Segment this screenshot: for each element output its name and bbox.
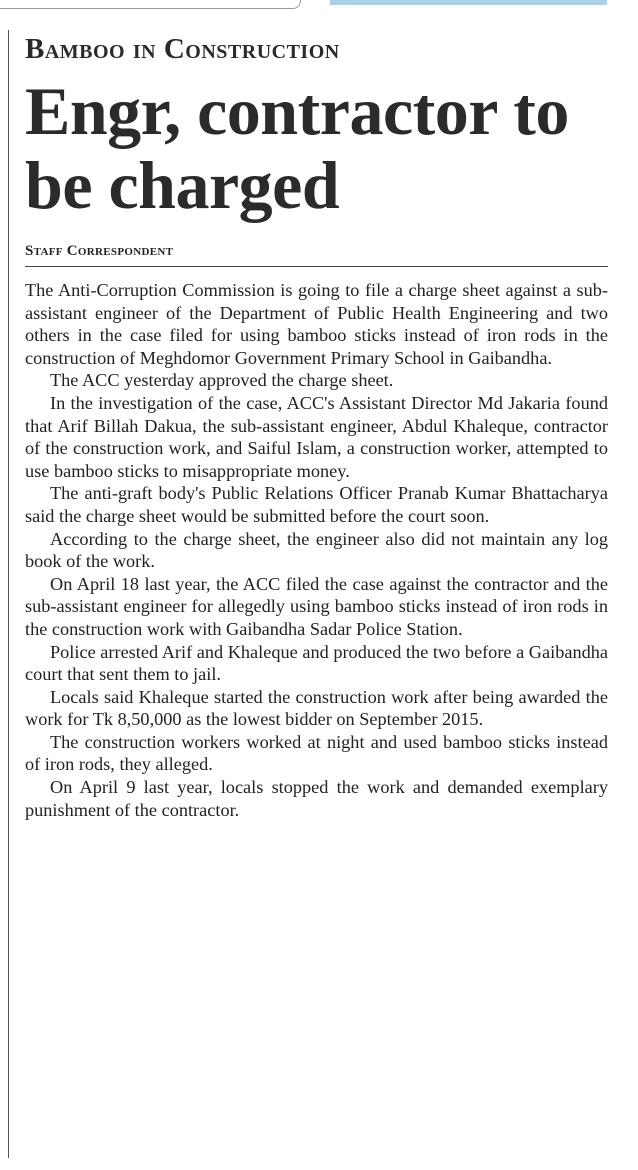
column-rule <box>8 30 9 1158</box>
article-paragraph: The anti-graft body's Public Relations Officer Pranab Kumar Bhattacharya said the charge sheet would be submitted before the court soon. <box>25 483 608 526</box>
article-paragraph: In the investigation of the case, ACC's Assistant Director Md Jakaria found that Arif Billah Dakua, the sub-assistant engineer, Abdul Khaleque, contractor of the construction work, and Saiful Islam, a construction worker, attempted to use bamboo sticks to misappropriate money. <box>25 392 608 481</box>
article-paragraph: On April 18 last year, the ACC filed the case against the contractor and the sub-assistant engineer for allegedly using bamboo sticks instead of iron rods in the construction work with Gaibandha Sadar Police Station. <box>25 573 608 639</box>
article-paragraph: The Anti-Corruption Commission is going to file a charge sheet against a sub-assistant engineer of the Department of Public Health Engineering and two others in the case filed for using bamboo sticks instead of iron rods in the construction of Meghdomor Government Primary School in Gaibandha. <box>25 280 608 368</box>
article-body <box>25 279 608 821</box>
article-paragraph: Locals said Khaleque started the construction work after being awarded the work for Tk 8,50,000 as the lowest bidder on September 2015. <box>25 686 608 730</box>
top-accent-bar <box>330 0 607 5</box>
article-kicker: Bamboo in Construction <box>25 33 340 65</box>
article-headline: Engr, contractor to be charged <box>25 73 569 223</box>
article-paragraph: According to the charge sheet, the engineer also did not maintain any log book of the work. <box>25 528 608 572</box>
article-paragraph: On April 9 last year, locals stopped the work and demanded exemplary punishment of the contractor. <box>25 777 608 820</box>
article <box>25 30 608 821</box>
article-paragraph: The ACC yesterday approved the charge sheet. <box>50 370 394 391</box>
article-paragraph: The construction workers worked at night and used bamboo sticks instead of iron rods, they alleged. <box>25 731 608 775</box>
top-frame-edge <box>0 0 301 9</box>
article-byline: Staff Correspondent <box>25 240 608 267</box>
article-paragraph: Police arrested Arif and Khaleque and produced the two before a Gaibandha court that sent them to jail. <box>25 641 608 685</box>
